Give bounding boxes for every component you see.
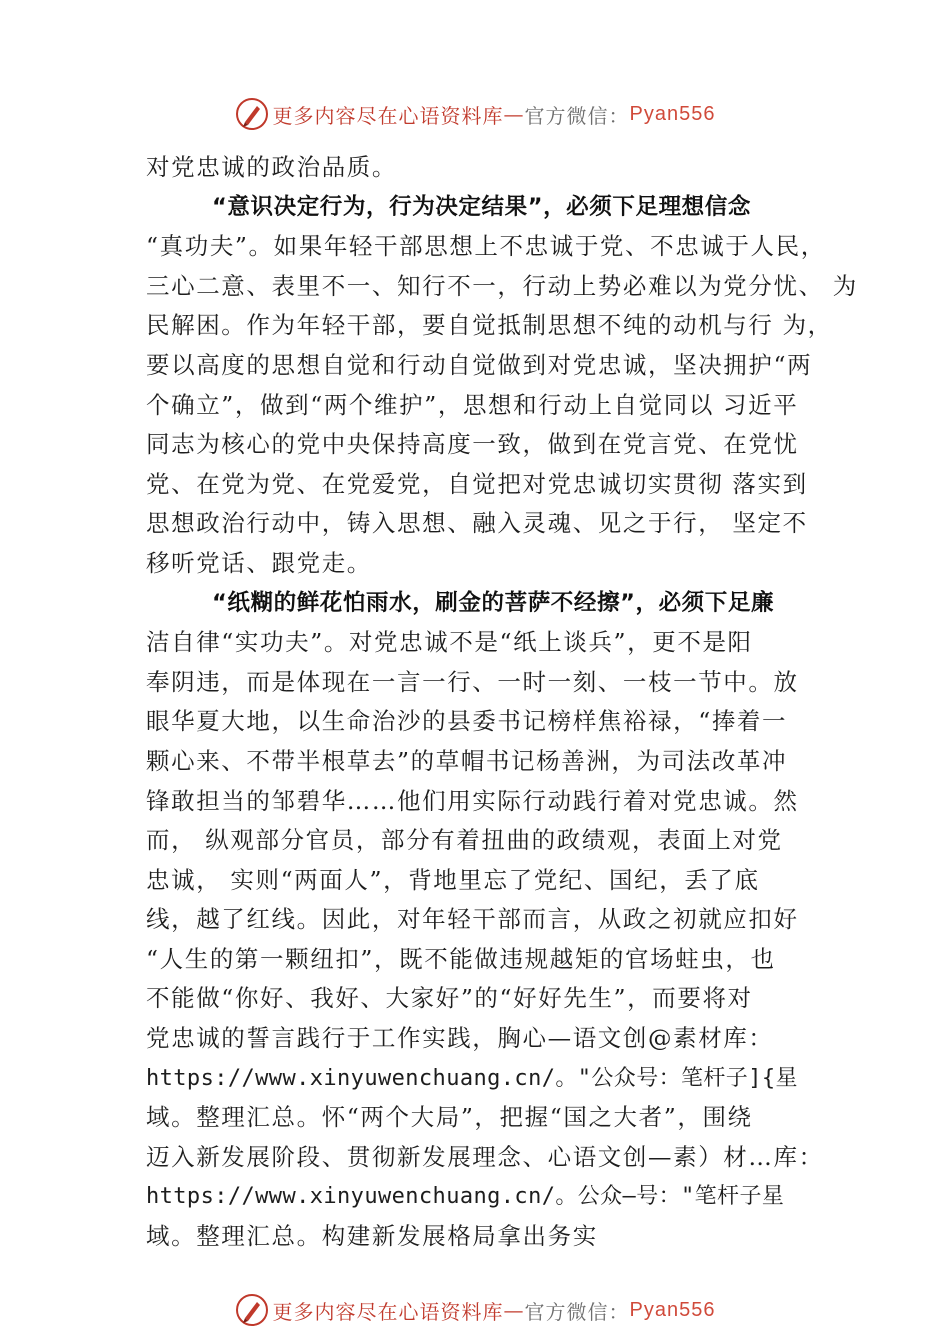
text-line: 迈入新发展阶段、贯彻新发展理念、心语文创—素）材…库： <box>146 1142 824 1171</box>
text-line: 三心二意、表里不一、知行不一，行动上势必难以为党分忧、 为 <box>146 271 858 300</box>
url-text-line: https://www.xinyuwenchuang.cn/。公众—号："笔杆子星 <box>146 1184 785 1210</box>
url-text-line: https://www.xinyuwenchuang.cn/。"公众号：笔杆子]{星 <box>146 1065 798 1091</box>
header-dash: — <box>503 102 525 126</box>
text-line: 同志为核心的党中央保持高度一致，做到在党言党、在党忧 <box>146 430 799 459</box>
header-banner <box>0 94 950 134</box>
header-brand: 更多内容尽在心语资料库 <box>272 103 504 128</box>
text-line: 线，越了红线。因此，对年轻干部而言，从政之初就应扣好 <box>146 905 799 934</box>
text-line: 眼华夏大地，以生命治沙的县委书记榜样焦裕禄，“捧着一 <box>146 707 788 736</box>
text-line: 域。整理汇总。构建新发展格局拿出务实 <box>146 1222 598 1251</box>
text-line: 不能做“你好、我好、大家好”的“好好先生”，而要将对 <box>146 984 753 1013</box>
text-line: 域。整理汇总。怀“两个大局”，把握“国之大者”，围绕 <box>146 1103 753 1132</box>
bold-heading-line: “纸糊的鲜花怕雨水，刷金的菩萨不经擦”，必须下足廉 <box>212 589 775 616</box>
header-wechat-label: 官方微信： <box>524 103 630 128</box>
text-line: 锋敢担当的邹碧华……他们用实际行动践行着对党忠诚。然 <box>146 786 799 815</box>
text-line: “人生的第一颗纽扣”，既不能做违规越矩的官场蛀虫，也 <box>146 944 776 973</box>
header-wechat-id: Pyan556 <box>629 102 716 125</box>
text-line: 个确立”，做到“两个维护”，思想和行动上自觉同以 习近平 <box>146 390 799 419</box>
text-line: 奉阴违，而是体现在一言一行、一时一刻、一枝一节中。放 <box>146 667 799 696</box>
text-line: 对党忠诚的政治品质。 <box>146 153 397 181</box>
pen-logo-icon <box>235 1293 269 1327</box>
text-line: 忠诚， 实则“两面人”，背地里忘了党纪、国纪，丢了底 <box>146 865 760 894</box>
text-line: 要以高度的思想自觉和行动自觉做到对党忠诚，坚决拥护“两 <box>146 350 813 379</box>
footer-dash: — <box>503 1298 525 1322</box>
text-line: 而， 纵观部分官员，部分有着扭曲的政绩观，表面上对党 <box>146 826 783 855</box>
text-line: 移听党话、跟党走。 <box>146 548 372 577</box>
text-line: 洁自律“实功夫”。对党忠诚不是“纸上谈兵”，更不是阳 <box>146 628 753 657</box>
text-line: “真功夫”。如果年轻干部思想上不忠诚于党、不忠诚于人民， <box>146 232 826 261</box>
footer-wechat-id: Pyan556 <box>629 1298 716 1321</box>
text-line: 党、在党为党、在党爱党，自觉把对党忠诚切实贯彻 落实到 <box>146 469 808 498</box>
text-line: 民解困。作为年轻干部，要自觉抵制思想不纯的动机与行 为， <box>146 311 833 340</box>
footer-wechat-label: 官方微信： <box>524 1299 630 1324</box>
text-line: 思想政治行动中，铸入思想、融入灵魂、见之于行， 坚定不 <box>146 509 808 538</box>
article-body <box>146 148 858 1257</box>
footer-brand: 更多内容尽在心语资料库 <box>272 1299 504 1324</box>
pen-logo-icon <box>235 97 269 131</box>
text-line: 颗心来、不带半根草去”的草帽书记杨善洲，为司法改革冲 <box>146 746 788 775</box>
text-line: 党忠诚的誓言践行于工作实践，胸心—语文创@素材库： <box>146 1024 774 1053</box>
footer-banner <box>0 1290 950 1330</box>
bold-heading-line: “意识决定行为，行为决定结果”，必须下足理想信念 <box>212 193 751 220</box>
